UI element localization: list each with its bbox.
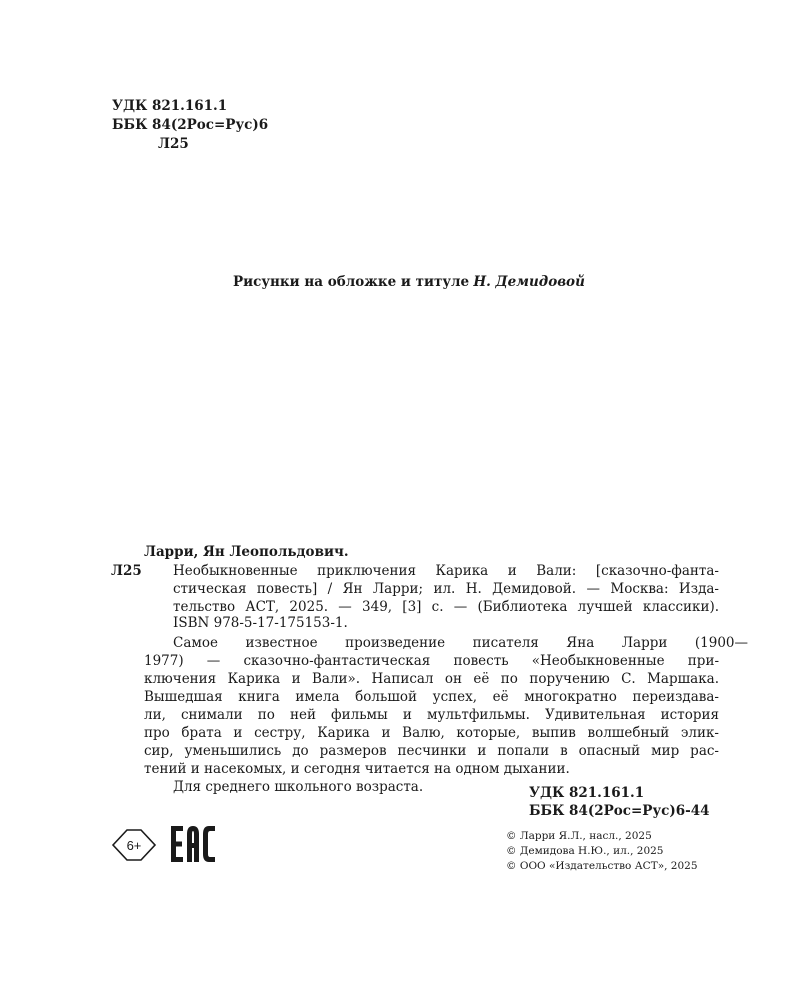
copyright-block: [506, 829, 698, 874]
classification-block-bottom: [529, 784, 710, 820]
copyright-line: © Ларри Я.Л., насл., 2025: [506, 830, 652, 842]
isbn: ISBN 978-5-17-175153-1.: [173, 615, 348, 631]
author-mark: Л25: [158, 136, 189, 152]
eac-letter-e: [171, 826, 183, 862]
eac-logo: [169, 824, 221, 864]
bibliographic-line: Необыкновенные приключения Карика и Вали: [сказочно-фанта-: [173, 563, 719, 579]
annotation-line: про брата и сестру, Карика и Валю, которые, выпив волшебный элик-: [144, 725, 719, 741]
illustrations-artist: Н. Демидовой: [473, 274, 585, 290]
classification-block: [112, 97, 268, 154]
eac-letter-c: [203, 826, 215, 862]
annotation-line: 1977) — сказочно-фантастическая повесть «Необыкновенные при-: [144, 653, 719, 669]
bibliographic-description: [173, 562, 719, 616]
annotation-line: Самое известное произведение писателя Яна Ларри (1900—: [173, 635, 748, 651]
annotation-line: тений и насекомых, и сегодня читается на одном дыхании.: [144, 761, 570, 777]
bibliographic-line: тельство АСТ, 2025. — 349, [3] с. — (Библиотека лучшей классики).: [173, 599, 719, 615]
bbk-code: ББК 84(2Рос=Рус)6: [112, 117, 269, 133]
audience-note: Для среднего школьного возраста.: [173, 779, 424, 795]
record-author-mark: Л25: [111, 563, 142, 579]
annotation-line: сир, уменьшились до размеров песчинки и попали в опасный мир рас-: [144, 743, 719, 759]
annotation: [144, 634, 748, 796]
age-rating-badge: [111, 828, 157, 862]
eac-letter-a: [187, 826, 199, 862]
udk-code-bottom: УДК 821.161.1: [529, 785, 645, 801]
author-heading: Ларри, Ян Леопольдович.: [144, 544, 349, 560]
udk-code: УДК 821.161.1: [112, 98, 228, 114]
illustrations-credit: [233, 273, 585, 291]
annotation-line: ключения Карика и Вали». Написал он её по поручению С. Маршака.: [144, 671, 719, 687]
annotation-line: Вышедшая книга имела большой успех, её многократно переиздава-: [144, 689, 719, 705]
bbk-code-bottom: ББК 84(2Рос=Рус)6-44: [529, 803, 710, 819]
copyright-line: © ООО «Издательство АСТ», 2025: [506, 860, 698, 872]
illustrations-label: Рисунки на обложке и титуле: [233, 274, 470, 290]
age-rating-text: 6+: [126, 838, 142, 853]
copyright-line: © Демидова Н.Ю., ил., 2025: [506, 845, 664, 857]
bibliographic-line: стическая повесть] / Ян Ларри; ил. Н. Демидовой. — Москва: Изда-: [173, 581, 719, 597]
annotation-line: ли, снимали по ней фильмы и мультфильмы. Удивительная история: [144, 707, 719, 723]
